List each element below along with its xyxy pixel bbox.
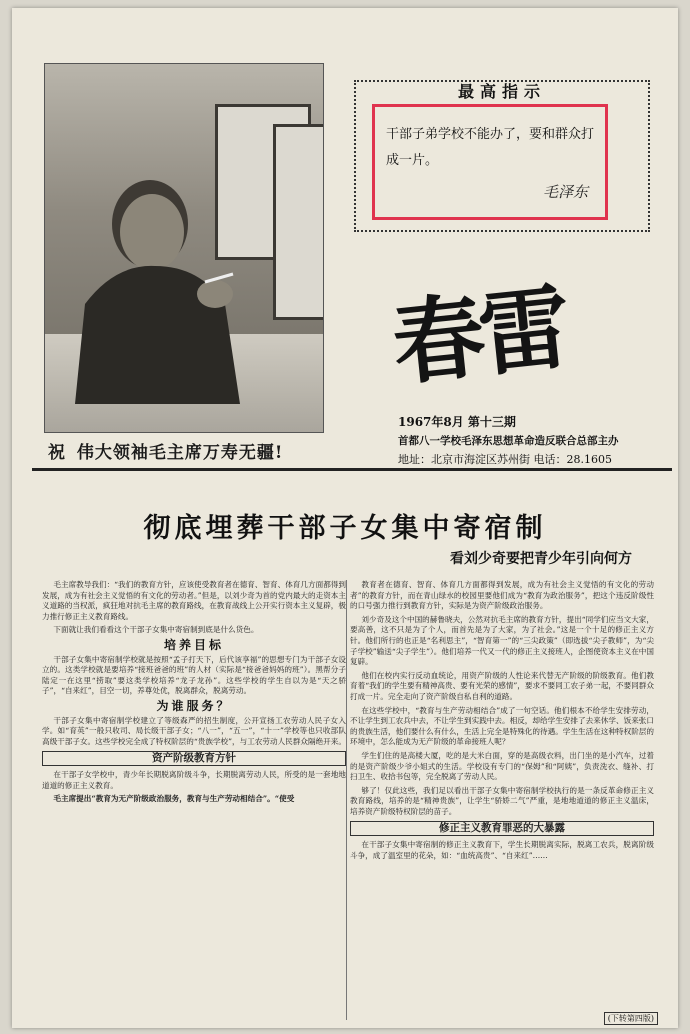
- portrait-photo: [44, 63, 324, 433]
- paragraph: 在干部子女学校中，青少年长期脱离阶级斗争，长期脱离劳动人民，所受的是一套地地道道的修正主义教育。: [42, 769, 346, 790]
- window-frame: [273, 124, 324, 320]
- divider: [32, 468, 672, 471]
- continued-note: (下转第四版): [604, 1012, 658, 1025]
- paragraph: 在干部子女集中寄宿制的修正主义教育下，学生长期脱离实际，脱离工农兵，脱离阶级斗争，成了温室里的花朵，如：“血统高贵”、“自来红”……: [350, 840, 654, 860]
- paragraph: 他们在校内实行反动血统论，用资产阶级的人性论来代替无产阶级的阶级教育。他们教育着“我们的学生要有精神高贵、要有光荣的感情”，要求不要同工农子弟一起，不要同群众打成一片。完全走向了资产阶级自私自利的道路。: [350, 670, 654, 701]
- article-column-left: [42, 580, 346, 808]
- paragraph: 在这些学校中，“教育与生产劳动相结合”成了一句空话。他们根本不给学生安排劳动，不让学生到工农兵中去，不让学生到实践中去。相反，却给学生安排了去来休学、饭来张口的贵族生活，他们要什么有什么，生活上完全是特殊化的待遇。学生生活在这种特权阶层的环境中，怎么能成为无产阶级的革命接班人呢？: [350, 705, 654, 747]
- column-divider: [346, 580, 347, 1020]
- supreme-directive-box: [354, 80, 650, 232]
- caption-prefix: 祝: [48, 443, 66, 463]
- section-heading: 培养目标: [163, 637, 224, 652]
- article-column-right: [350, 580, 654, 864]
- seated-figure: [55, 154, 255, 404]
- boxed-heading: 资产阶级教育方针: [42, 751, 346, 766]
- section-heading: 为谁服务？: [156, 698, 232, 713]
- paragraph: 干部子女集中寄宿制学校建立了等级森严的招生制度，公开宣扬工农劳动人民子女入学。如“育英”一般只收司、局长级干部子女；“八一”，“五一”，“十一”学校等也只收部队高级干部子女。这些学校完全成了特权阶层的“贵族学校”，与工农劳动人民群众隔绝开来。: [42, 715, 346, 746]
- photo-caption: [44, 438, 344, 463]
- paragraph: 够了！仅此这些，我们足以看出干部子女集中寄宿制学校执行的是一条反革命修正主义教育路线，培养的是“精神贵族”，让学生“骄娇二气”严重，是地地道道的修正主义温床，培养资产阶级特权阶层的苗子。: [350, 785, 654, 816]
- issue-date: 1967年8月 第十三期: [398, 415, 516, 429]
- paragraph: 教育者在德育、智育、体育几方面都得到发展，成为有社会主义觉悟的有文化的劳动者”的教育方针，而在青山绿水的校园里要他们成为“教育为政治服务”，把这个违反阶级性的口号强力推行到教育方针，实际是为资产阶级政治服务。: [350, 580, 654, 611]
- boxed-heading: 修正主义教育罪恶的大暴露: [350, 821, 654, 836]
- article-headline: 彻底埋葬干部子女集中寄宿制: [143, 513, 547, 544]
- publisher: 首都八一学校毛泽东思想革命造反联合总部主办: [398, 435, 619, 447]
- paragraph: 干部子女集中寄宿制学校就是按照“孟子打天下，后代该享福”的思想专门为干部子女设立的。这类学校就是要培养“接班爸爸的班”的人材（实际是“接爸爸妈妈的班”）。黑帮分子陆定一在这里“捞取”要这类学校培养“龙子龙孙”。这些学校的学生自以为是“天之骄子”，“自来红”，目空一切，养尊处优，脱离群众，脱离劳动。: [42, 654, 346, 696]
- paragraph: 学生们住的是高楼大厦，吃的是大米白面，穿的是高级衣料，出门坐的是小汽车，过着的是资产阶级少爷小姐式的生活。学校设有专门的“保姆”和“阿姨”，负责洗衣、缝补、打扫卫生、收拾书包等，完全脱离了劳动人民。: [350, 750, 654, 782]
- masthead-title: 春雷: [387, 273, 570, 399]
- issue-info: [398, 413, 678, 467]
- paragraph: 下面就让我们看看这个干部子女集中寄宿制到底是什么货色。: [53, 625, 259, 635]
- address: 地址：北京市海淀区苏州街 电话：28.1605: [398, 453, 612, 466]
- newspaper-page: [12, 8, 678, 1028]
- caption-text: 伟大领袖毛主席万寿无疆!: [76, 443, 284, 463]
- paragraph: 毛主席教导我们：“我们的教育方针，应该使受教育者在德育、智育、体育几方面都得到发展，成为有社会主义觉悟的有文化的劳动者。”但是，以刘少奇为首的党内最大的走资本主义道路的当权派，疯狂地对抗毛主席的教育路线，在教育战线上公开实行资本主义复辟，极力推行修正主义教育路线。: [42, 580, 346, 621]
- article-subhead: 看刘少奇要把青少年引向何方: [450, 551, 632, 567]
- directive-title: 最高指示: [457, 82, 546, 101]
- directive-quote: 干部子弟学校不能办了，要和群众打成一片。: [386, 127, 595, 168]
- signature: 毛泽东: [542, 183, 588, 201]
- paragraph: 刘少奇及这个中国的赫鲁晓夫，公然对抗毛主席的教育方针，提出“同学们应当文大家，要高善，这不只是为了个人，而首先是为了大家，为了社会。”这是一个十足的修正主义方针。他们所行的也正是“名利思主”，“智育第一”的“三尖政策”（即选拔“尖子教师”，为“尖子学校”输送“尖子学生”）。他们培养一代又一代的修正主义接班人，企图使资本主义在中国复辟。: [350, 614, 654, 667]
- paragraph: 毛主席提出“教育为无产阶级政治服务，教育与生产劳动相结合”。“使受: [53, 794, 295, 804]
